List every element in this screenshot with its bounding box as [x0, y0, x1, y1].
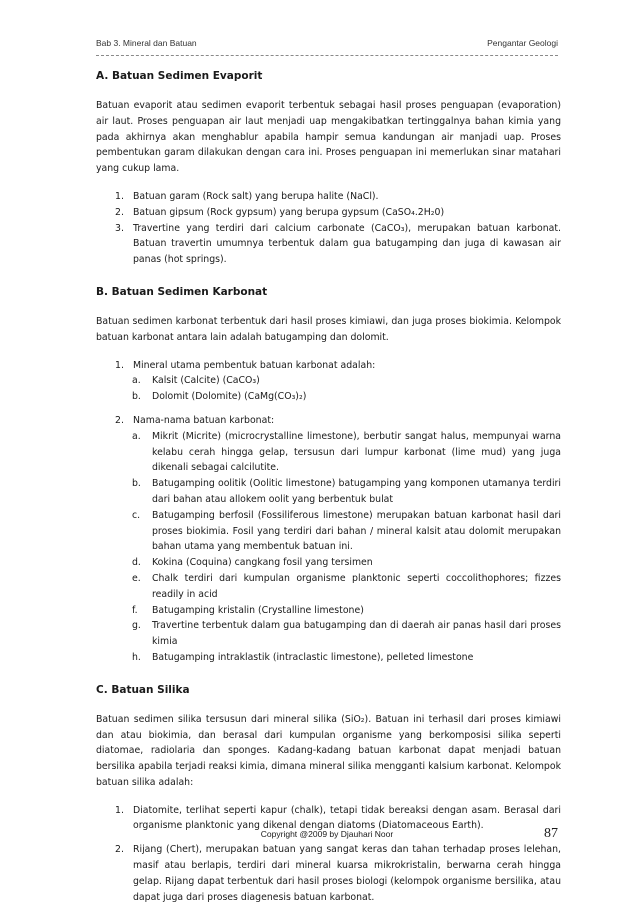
list-item — [96, 358, 561, 374]
list-item — [96, 842, 561, 905]
sub-list-item — [96, 555, 561, 571]
sub-list-letter: b. — [132, 478, 141, 490]
sub-list-text: Mikrit (Micrite) (microcrystalline limestone), berbutir sangat halus, mempunyai warna kelabu cerah hingga gelap, tersusun dari lumpur karbonat (lime mud) yang juga dikenali sebagai calcilutite. — [152, 430, 561, 474]
sub-list-letter: a. — [132, 430, 141, 442]
list-number: 3. — [115, 222, 124, 234]
list-item-text: Rijang (Chert), merupakan batuan yang sangat keras dan tahan terhadap proses lelehan, masif atau berlapis, terdiri dari mineral kuarsa mikrokristalin, berwarna cerah hingga gelap. Rijang dapat terbentuk dari hasil proses biologi (kelompok organisme bersilika, atau dapat juga dari proses diagenesis batuan karbonat. — [133, 844, 561, 903]
sub-list-item — [96, 618, 561, 650]
sub-list-letter: g. — [132, 620, 141, 632]
sub-list-letter: h. — [132, 651, 141, 663]
section-title: C. Batuan Silika — [96, 683, 190, 696]
section-paragraph: Batuan evaporit atau sedimen evaporit terbentuk sebagai hasil proses penguapan (evaporation) air laut. Proses penguapan air laut menjadi uap mengakibatkan tertinggalnya bahan kimia yang pada akhirnya akan menghablur apabila hampir semua kandungan air manjadi uap. Proses pembentukan garam dilakukan dengan cara ini. Proses penguapan ini memerlukan sinar matahari yang cukup lama. — [96, 100, 561, 175]
list-number: 1. — [115, 359, 124, 371]
sub-list-item — [96, 650, 561, 666]
list-item-text: Nama-nama batuan karbonat: — [133, 414, 275, 426]
sub-list-text: Kalsit (Calcite) (CaCO₃) — [152, 375, 260, 387]
sub-list-letter: c. — [132, 509, 141, 521]
sub-list-text: Chalk terdiri dari kumpulan organisme planktonic seperti coccolithophores; fizzes readily in acid — [152, 572, 561, 600]
section-silika — [96, 682, 561, 906]
sub-list-item — [96, 373, 561, 389]
sub-list-text: Batugamping berfosil (Fossiliferous limestone) merupakan batuan karbonat hasil dari proses biokimia. Fosil yang terdiri dari bahan / mineral kalsit atau dolomit merupakan bahan utama yang membentuk batuan ini. — [152, 509, 561, 553]
sub-list-letter: a. — [132, 375, 141, 387]
sub-list-text: Kokina (Coquina) cangkang fosil yang tersimen — [152, 557, 373, 569]
list-number: 1. — [115, 804, 124, 816]
list-item — [96, 413, 561, 429]
section-title: A. Batuan Sedimen Evaporit — [96, 70, 263, 82]
sub-list-text: Batugamping kristalin (Crystalline limestone) — [152, 604, 364, 616]
header-divider — [96, 55, 558, 56]
sub-list-item — [96, 429, 561, 476]
sub-list-text: Batugamping oolitik (Oolitic limestone) batugamping yang komponen utamanya terdiri dari bahan atau allokem oolit yang berbentuk bulat — [152, 478, 561, 505]
silika-list — [96, 803, 561, 906]
list-item-text: Diatomite, terlihat seperti kapur (chalk), tetapi tidak bereaksi dengan asam. Berasal dari organisme planktonic yang dikenal dengan diatoms (Diatomaceous Earth). — [133, 804, 561, 832]
sub-list-letter: e. — [132, 572, 141, 584]
header-book-title: Pengantar Geologi — [487, 38, 558, 48]
list-item-text: Travertine yang terdiri dari calcium carbonate (CaCO₃), merupakan batuan karbonat. Batuan travertin umumnya terbentuk dalam gua batugamping dan juga di kawasan air panas (hot springs). — [133, 222, 561, 266]
running-header — [96, 38, 558, 48]
sub-list-item — [96, 571, 561, 603]
list-number: 2. — [115, 414, 124, 426]
sub-list-letter: d. — [132, 557, 141, 569]
sub-list-letter: b. — [132, 391, 141, 403]
list-item — [96, 189, 561, 205]
sub-list-item — [96, 389, 561, 405]
page-body — [96, 68, 561, 912]
copyright-text: Copyright @2009 by Djauhari Noor — [260, 829, 394, 839]
sub-list-item — [96, 476, 561, 508]
header-chapter: Bab 3. Mineral dan Batuan — [96, 38, 197, 48]
sub-list-text: Dolomit (Dolomite) (CaMg(CO₃)₂) — [152, 391, 307, 403]
section-evaporit — [96, 68, 561, 268]
list-number: 1. — [115, 190, 124, 202]
list-item-text: Batuan gipsum (Rock gypsum) yang berupa gypsum (CaSO₄.2H₂0) — [133, 206, 445, 218]
evaporit-list — [96, 189, 561, 268]
list-item — [96, 221, 561, 268]
section-paragraph: Batuan sedimen silika tersusun dari mineral silika (SiO₂). Batuan ini terhasil dari proses kimiawi dan atau biokimia, dan berasal dari kumpulan organisme yang berkomposisi silika seperti diatomae, radiolaria dan sponges. Kadang-kadang batuan karbonat dapat menjadi batuan bersilika apabila terjadi reaksi kimia, dimana mineral silika mengganti kalsium karbonat. Kelompok batuan silika adalah: — [96, 713, 561, 788]
section-karbonat — [96, 284, 561, 666]
sub-list-item — [96, 603, 561, 619]
list-item-text: Mineral utama pembentuk batuan karbonat adalah: — [133, 359, 376, 371]
sub-list-item — [96, 508, 561, 555]
list-number: 2. — [115, 206, 124, 218]
sub-list-letter: f. — [132, 604, 138, 616]
list-number: 2. — [115, 844, 124, 856]
list-item — [96, 205, 561, 221]
sub-list-text: Travertine terbentuk dalam gua batugamping dan di daerah air panas hasil dari proses kimia — [152, 620, 561, 648]
section-title: B. Batuan Sedimen Karbonat — [96, 285, 268, 298]
list-item-text: Batuan garam (Rock salt) yang berupa halite (NaCl). — [133, 190, 379, 202]
page-number: 87 — [544, 826, 558, 841]
sub-list-text: Batugamping intraklastik (intraclastic limestone), pelleted limestone — [152, 651, 474, 663]
karbonat-list — [96, 358, 561, 666]
section-paragraph: Batuan sedimen karbonat terbentuk dari hasil proses kimiawi, dan juga proses biokimia. Kelompok batuan karbonat antara lain adalah batugamping dan dolomit. — [96, 315, 561, 343]
